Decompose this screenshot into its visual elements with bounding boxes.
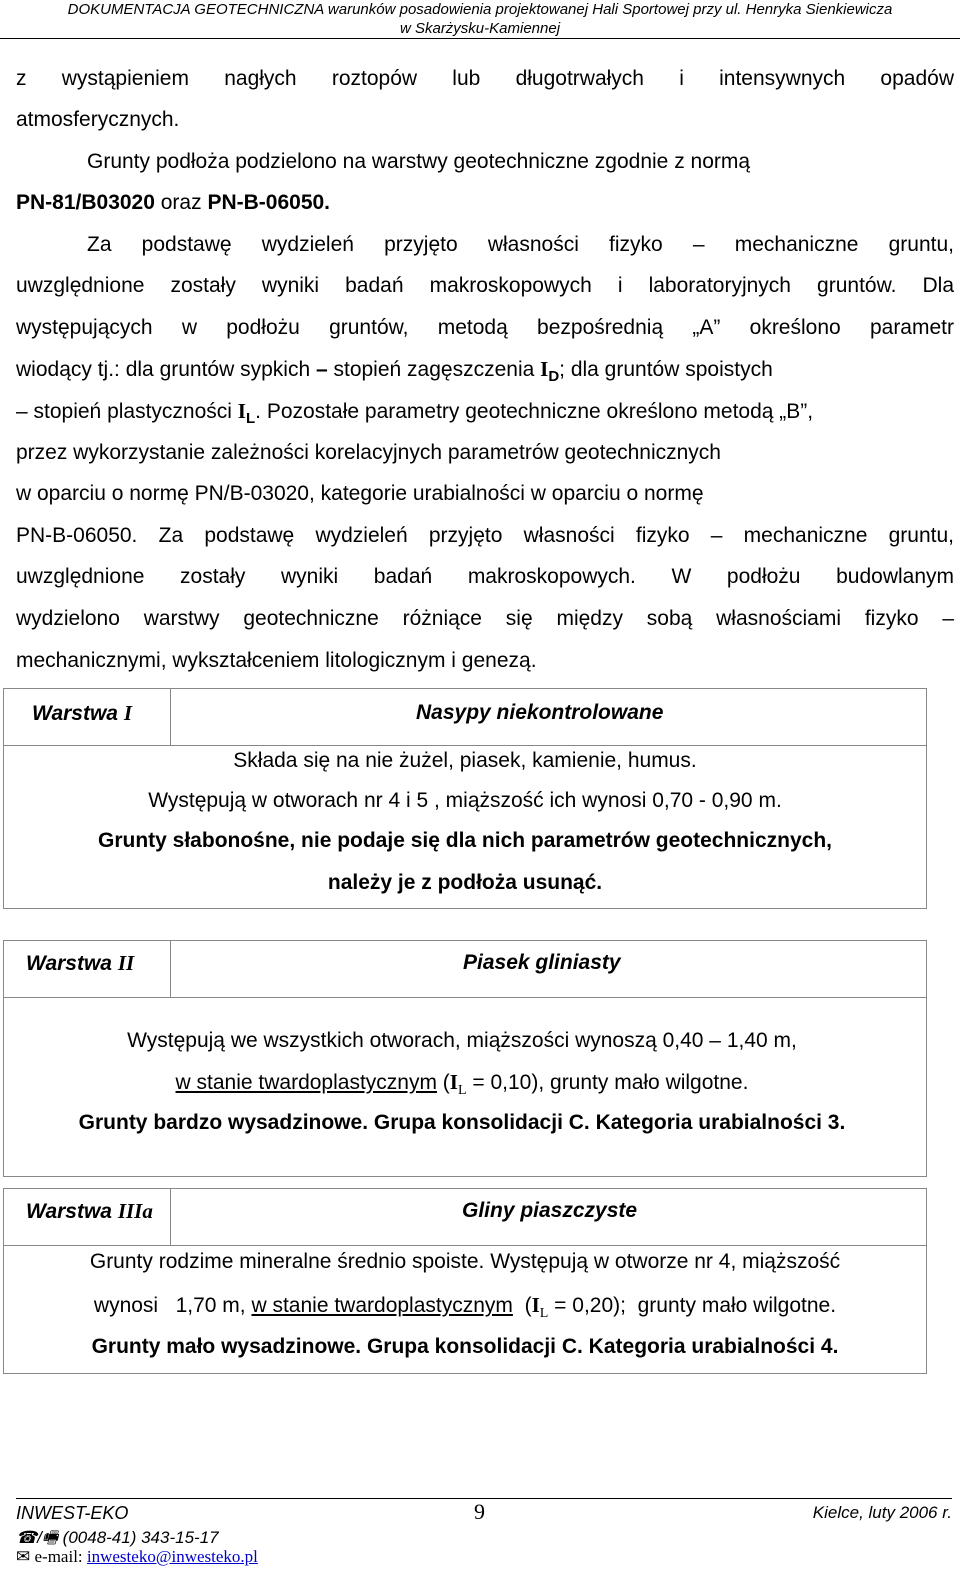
norm-ref: PN-B-06050. (207, 191, 331, 214)
layer-label (26, 1199, 153, 1224)
symbol-subscript: L (539, 1306, 549, 1322)
footer-company: INWEST-EKO (16, 1503, 129, 1523)
layer-name: Piasek gliniasty (463, 951, 621, 974)
body-line: Grunty podłoża podzielono na warstwy geotechniczne zgodnie z normą (87, 150, 751, 173)
body-text: ( (436, 1071, 450, 1094)
layer-description (1, 1070, 923, 1099)
layer-description (4, 1293, 926, 1322)
body-text: stopień zagęszczenia (327, 358, 541, 381)
layer-table (3, 1188, 927, 1374)
symbol-subscript: L (457, 1083, 467, 1099)
body-line: uwzględnione zostały wyniki badań makroskopowych. W podłożu budowlanym (16, 565, 954, 588)
page-number: 9 (474, 1499, 485, 1524)
layer-conclusion: Grunty mało wysadzinowe. Grupa konsolidacji C. Kategoria urabialności 4. (91, 1335, 839, 1358)
layer-number: I (123, 701, 133, 725)
layer-label-cell (4, 1189, 171, 1246)
layer-label-prefix: Warstwa (32, 702, 124, 725)
body-text: = 0,10), grunty mało wilgotne. (466, 1071, 749, 1094)
body-text: – stopień plastyczności (16, 400, 238, 423)
consistency-state: w stanie twardoplastycznym (251, 1294, 513, 1317)
footer-place-date: Kielce, luty 2006 r. (812, 1503, 952, 1522)
body-text: – (315, 358, 328, 381)
layer-label (26, 951, 134, 976)
body-line (16, 357, 954, 389)
body-line: występujących w podłożu gruntów, metodą bezpośrednią „A” określono parametr (16, 316, 954, 339)
norm-ref: PN-81/B03020 (16, 191, 155, 214)
body-line: mechanicznymi, wykształceniem litologicznym i genezą. (16, 649, 537, 672)
header-location: w Skarżysku-Kamiennej (399, 20, 561, 37)
layer-label-cell (4, 689, 171, 746)
symbol-IL: I (531, 1293, 540, 1317)
layer-description: Występują we wszystkich otworach, miąższości wynoszą 0,40 – 1,40 m, (127, 1029, 797, 1052)
layer-name-cell (171, 689, 926, 746)
body-line: wydzielono warstwy geotechniczne różniące się między sobą własnościami fizyko – (16, 607, 954, 630)
layer-table (3, 688, 927, 909)
layer-table (3, 940, 927, 1177)
symbol-IL: I (449, 1070, 458, 1094)
body-text: wynosi 1,70 m, (93, 1294, 252, 1317)
body-line: uwzględnione zostały wyniki badań makroskopowych i laboratoryjnych gruntów. Dla (16, 274, 954, 297)
consistency-state: w stanie twardoplastycznym (175, 1071, 437, 1094)
norms-line (16, 191, 954, 215)
layer-description: Występują w otworach nr 4 i 5 , miąższość ich wynosi 0,70 - 0,90 m. (148, 789, 782, 812)
layer-description: Grunty rodzime mineralne średnio spoiste. Występują w otworze nr 4, miąższość (89, 1250, 841, 1273)
layer-conclusion: Grunty słabonośne, nie podaje się dla nich parametrów geotechnicznych, (98, 829, 832, 852)
body-line: Za podstawę wydzieleń przyjęto własności fizyko – mechaniczne gruntu, (87, 233, 954, 256)
layer-label (32, 701, 132, 726)
body-line: w oparciu o normę PN/B-03020, kategorie urabialności w oparciu o normę (16, 482, 704, 505)
layer-label-prefix: Warstwa (26, 1200, 118, 1223)
body-text: . Pozostałe parametry geotechniczne określono metodą „B”, (255, 400, 814, 423)
symbol-subscript: L (245, 410, 256, 428)
layer-name: Gliny piaszczyste (462, 1199, 638, 1222)
layer-number: IIIa (117, 1199, 153, 1223)
body-line: przez wykorzystanie zależności korelacyjnych parametrów geotechnicznych (16, 441, 721, 464)
body-text: oraz (154, 191, 208, 214)
layer-label-prefix: Warstwa (26, 952, 118, 975)
body-line: atmosferycznych. (16, 108, 180, 131)
footer-phone: ☎/🖷 (0048-41) 343-15-17 (16, 1528, 219, 1547)
layer-label-cell (4, 941, 171, 998)
layer-name-cell (171, 1189, 926, 1246)
symbol-ID: I (540, 357, 549, 381)
page-footer (16, 1498, 952, 1566)
layer-number: II (117, 951, 135, 975)
body-line: z wystąpieniem nagłych roztopów lub długotrwałych i intensywnych opadów (16, 67, 954, 90)
body-text: = 0,20); grunty mało wilgotne. (548, 1294, 837, 1317)
layer-conclusion: Grunty bardzo wysadzinowe. Grupa konsolidacji C. Kategoria urabialności 3. (78, 1111, 846, 1134)
body-text: ( (512, 1294, 532, 1317)
symbol-subscript: D (548, 368, 560, 386)
symbol-IL: I (237, 399, 246, 423)
email-label: ✉ e-mail: (16, 1547, 87, 1566)
body-text: ; dla gruntów spoistych (559, 358, 773, 381)
layer-name: Nasypy niekontrolowane (416, 701, 664, 724)
page-header (0, 0, 960, 39)
layer-name-cell (171, 941, 926, 998)
header-title: DOKUMENTACJA GEOTECHNICZNA warunków posadowienia projektowanej Hali Sportowej przy ul. Henryka Sienkiewicza (67, 1, 893, 18)
email-link[interactable]: inwesteko@inwesteko.pl (86, 1547, 258, 1566)
body-line: PN-B-06050. Za podstawę wydzieleń przyjęto własności fizyko – mechaniczne gruntu, (16, 524, 954, 547)
body-text: wiodący tj.: dla gruntów sypkich (16, 358, 316, 381)
layer-description: Składa się na nie żużel, piasek, kamienie, humus. (233, 749, 697, 772)
body-line (16, 399, 954, 431)
layer-conclusion: należy je z podłoża usunąć. (327, 871, 603, 894)
footer-email-line (16, 1547, 258, 1567)
